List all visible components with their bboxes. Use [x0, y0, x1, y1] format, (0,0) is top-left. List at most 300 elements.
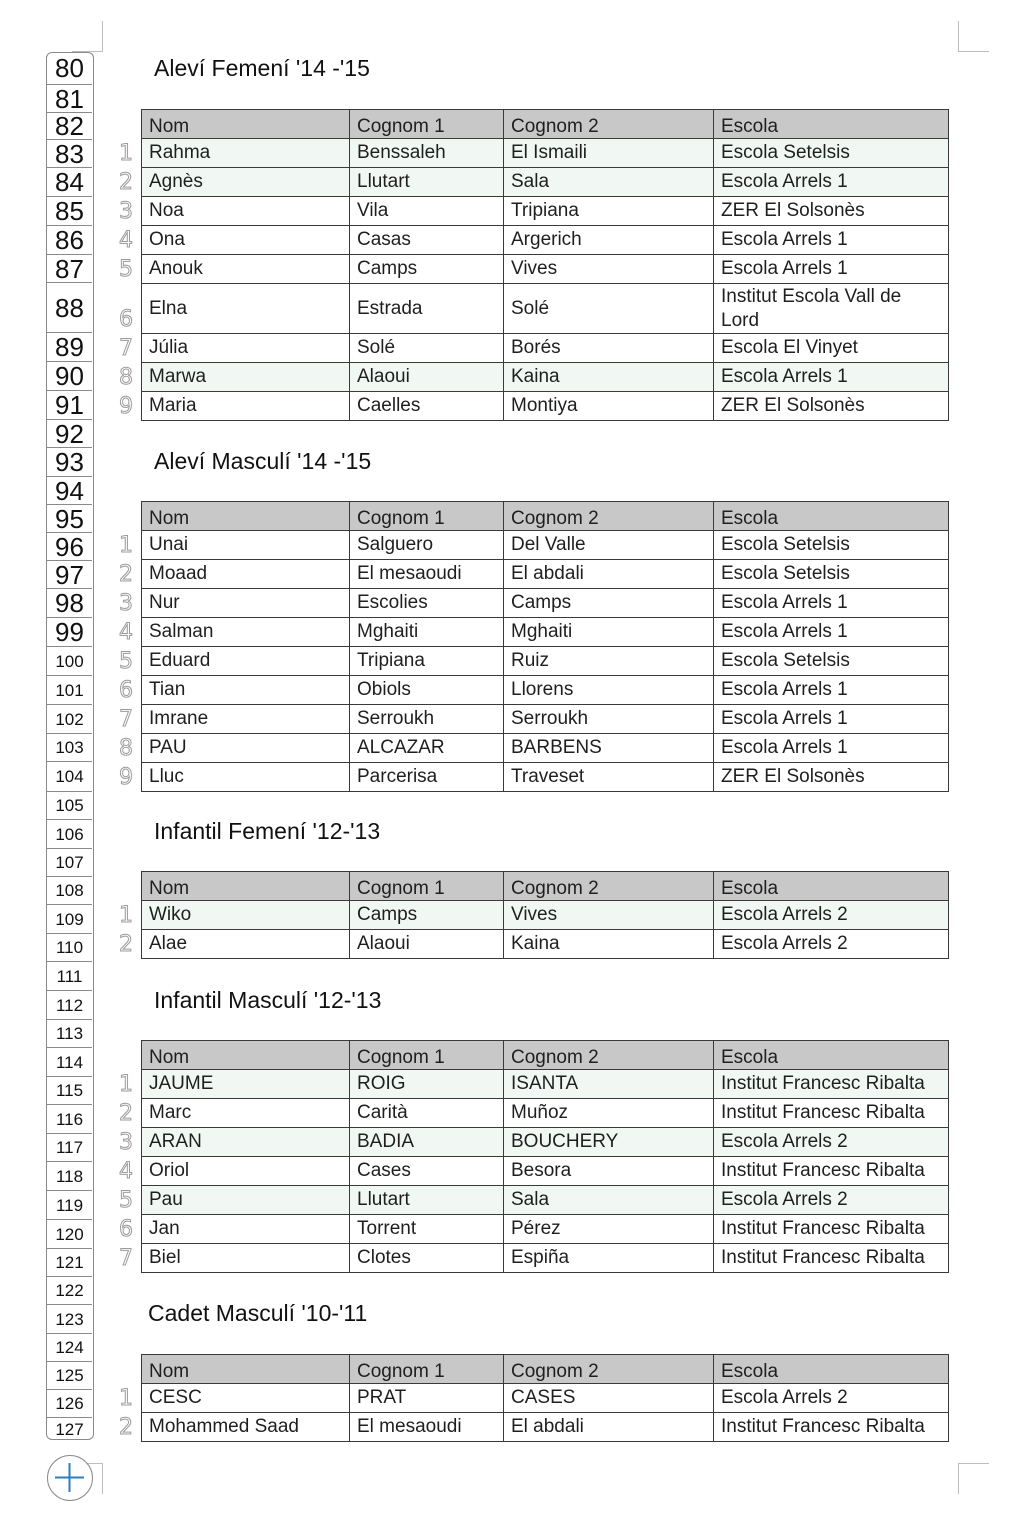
line-number	[47, 390, 92, 419]
table-row[interactable]	[142, 1186, 949, 1215]
table-cell[interactable]: Kaina	[504, 363, 714, 392]
column-header: Nom	[142, 872, 350, 901]
line-number	[47, 733, 92, 761]
line-number-text: 127	[55, 1420, 84, 1439]
line-number	[47, 254, 92, 282]
table-cell[interactable]: Escolies	[350, 589, 504, 618]
table-cell[interactable]: Carità	[350, 1099, 504, 1128]
line-number	[47, 1190, 92, 1219]
line-number-text: 97	[55, 560, 84, 590]
table-cell[interactable]: ISANTA	[504, 1070, 714, 1099]
table-cell[interactable]: Llutart	[350, 1186, 504, 1215]
table-cell[interactable]: Biel	[142, 1244, 350, 1273]
table-cell[interactable]: El Ismaili	[504, 139, 714, 168]
roster-table	[141, 501, 949, 792]
line-number-text: 122	[55, 1281, 84, 1300]
table-row[interactable]	[142, 734, 949, 763]
table-cell[interactable]: ROIG	[350, 1070, 504, 1099]
line-number	[47, 84, 92, 112]
table-cell[interactable]: Vila	[350, 197, 504, 226]
table-cell[interactable]: Pérez	[504, 1215, 714, 1244]
table-cell[interactable]: ALCAZAR	[350, 734, 504, 763]
table-cell[interactable]: ZER El Solsonès	[714, 392, 949, 421]
column-header: Escola	[714, 110, 949, 139]
section-title: Infantil Masculí '12-'13	[154, 987, 382, 1013]
line-number-text: 116	[55, 1110, 84, 1129]
row-ordinal: 8	[119, 365, 133, 390]
column-header: Cognom 1	[350, 1041, 504, 1070]
table-cell[interactable]: Casas	[350, 226, 504, 255]
column-header: Nom	[142, 1355, 350, 1384]
line-number	[47, 504, 92, 532]
table-row[interactable]	[142, 1099, 949, 1128]
table-row[interactable]	[142, 531, 949, 560]
table-cell[interactable]: Escola Arrels 1	[714, 226, 949, 255]
line-number	[47, 1219, 92, 1248]
table-cell[interactable]: Escola Arrels 2	[714, 930, 949, 959]
table-header-row	[142, 502, 949, 531]
table-row[interactable]	[142, 930, 949, 959]
table-row[interactable]	[142, 1244, 949, 1273]
table-cell[interactable]: ZER El Solsonès	[714, 197, 949, 226]
row-ordinal: 2	[119, 932, 133, 957]
table-row[interactable]	[142, 1157, 949, 1186]
line-number	[47, 933, 92, 961]
column-header: Cognom 2	[504, 110, 714, 139]
line-number-text: 113	[55, 1024, 84, 1043]
line-number-text: 98	[55, 588, 84, 618]
table-row[interactable]	[142, 589, 949, 618]
row-ordinal: 4	[119, 228, 133, 253]
table-cell[interactable]: Kaina	[504, 930, 714, 959]
table-cell[interactable]: BADIA	[350, 1128, 504, 1157]
row-ordinal: 2	[119, 1101, 133, 1126]
table-cell[interactable]: Escola Setelsis	[714, 560, 949, 589]
table-cell[interactable]: Institut Francesc Ribalta	[714, 1244, 949, 1273]
line-number-text: 95	[55, 504, 84, 534]
table-cell[interactable]: Júlia	[142, 334, 350, 363]
table-cell[interactable]: JAUME	[142, 1070, 350, 1099]
table-cell[interactable]: Agnès	[142, 168, 350, 197]
line-number-text: 93	[55, 447, 84, 477]
line-number-text: 106	[55, 825, 84, 844]
column-header: Escola	[714, 872, 949, 901]
line-number-text: 102	[55, 710, 84, 729]
line-number-text: 94	[55, 476, 84, 506]
line-number	[47, 1361, 92, 1389]
table-cell[interactable]: Nur	[142, 589, 350, 618]
table-cell[interactable]: Ruiz	[504, 647, 714, 676]
table-cell[interactable]: Jan	[142, 1215, 350, 1244]
table-cell[interactable]: ARAN	[142, 1128, 350, 1157]
table-cell[interactable]: Muñoz	[504, 1099, 714, 1128]
line-number	[47, 1417, 92, 1441]
row-ordinal: 6	[119, 678, 133, 703]
table-row[interactable]	[142, 334, 949, 363]
section-title: Infantil Femení '12-'13	[154, 818, 381, 844]
table-cell[interactable]: Escola Arrels 2	[714, 1384, 949, 1413]
line-number-text: 91	[55, 390, 84, 420]
table-cell[interactable]: Escola Arrels 1	[714, 618, 949, 647]
table-cell[interactable]: Clotes	[350, 1244, 504, 1273]
table-cell[interactable]: Tripiana	[350, 647, 504, 676]
row-ordinal: 2	[119, 1415, 133, 1440]
row-ordinal: 9	[119, 765, 133, 790]
table-cell[interactable]: Unai	[142, 531, 350, 560]
line-number	[47, 1161, 92, 1190]
table-cell[interactable]: Institut Francesc Ribalta	[714, 1070, 949, 1099]
table-cell[interactable]: CESC	[142, 1384, 350, 1413]
table-cell[interactable]: Lluc	[142, 763, 350, 792]
line-number-text: 126	[55, 1394, 84, 1413]
table-row[interactable]	[142, 676, 949, 705]
table-cell[interactable]: Camps	[504, 589, 714, 618]
line-number	[47, 1104, 92, 1133]
table-row[interactable]	[142, 647, 949, 676]
table-row[interactable]	[142, 284, 949, 334]
table-cell[interactable]: Cases	[350, 1157, 504, 1186]
row-ordinal: 5	[119, 257, 133, 282]
table-cell[interactable]: PRAT	[350, 1384, 504, 1413]
table-cell[interactable]: Camps	[350, 255, 504, 284]
line-number-text: 103	[55, 738, 84, 757]
table-cell[interactable]: Salman	[142, 618, 350, 647]
table-cell[interactable]: Escola Arrels 1	[714, 168, 949, 197]
table-cell[interactable]: Argerich	[504, 226, 714, 255]
line-number	[47, 1133, 92, 1161]
table-cell[interactable]: Tripiana	[504, 197, 714, 226]
table-row[interactable]	[142, 139, 949, 168]
table-cell[interactable]: Besora	[504, 1157, 714, 1186]
row-ordinal: 7	[119, 707, 133, 732]
line-number-text: 114	[55, 1053, 84, 1072]
row-ordinal: 7	[119, 1246, 133, 1271]
table-cell[interactable]: Borés	[504, 334, 714, 363]
line-number	[47, 282, 92, 332]
roster-table	[141, 871, 949, 959]
table-cell[interactable]: Institut Francesc Ribalta	[714, 1157, 949, 1186]
table-cell[interactable]: Llorens	[504, 676, 714, 705]
line-number-text: 81	[55, 84, 84, 114]
table-cell[interactable]: Ona	[142, 226, 350, 255]
line-number	[47, 225, 92, 254]
line-number-text: 118	[55, 1167, 84, 1186]
row-ordinal: 7	[119, 336, 133, 361]
table-cell[interactable]: Escola Arrels 2	[714, 901, 949, 930]
line-number-text: 117	[55, 1138, 84, 1157]
column-header: Nom	[142, 1041, 350, 1070]
table-cell[interactable]: Maria	[142, 392, 350, 421]
table-cell[interactable]: Escola Arrels 1	[714, 363, 949, 392]
column-header: Nom	[142, 110, 350, 139]
table-header-row	[142, 1041, 949, 1070]
line-number-text: 80	[55, 53, 84, 83]
table-cell[interactable]: Elna	[142, 284, 350, 334]
table-row[interactable]	[142, 392, 949, 421]
row-ordinal: 3	[119, 1130, 133, 1155]
line-number	[47, 1389, 92, 1417]
column-header: Cognom 1	[350, 1355, 504, 1384]
line-number-text: 96	[55, 532, 84, 562]
line-number	[47, 1304, 92, 1333]
table-cell[interactable]: Mghaiti	[350, 618, 504, 647]
row-ordinal: 8	[119, 736, 133, 761]
row-ordinal: 5	[119, 1188, 133, 1213]
line-number-text: 105	[55, 796, 84, 815]
section-title: Aleví Masculí '14 -'15	[154, 448, 372, 474]
line-number	[47, 791, 92, 819]
table-cell[interactable]: CASES	[504, 1384, 714, 1413]
column-header: Cognom 1	[350, 872, 504, 901]
line-number	[47, 904, 92, 933]
table-cell[interactable]: Vives	[504, 901, 714, 930]
table-cell[interactable]: Anouk	[142, 255, 350, 284]
roster-table	[141, 1354, 949, 1442]
table-row[interactable]	[142, 1413, 949, 1442]
table-row[interactable]	[142, 363, 949, 392]
table-cell[interactable]: El mesaoudi	[350, 1413, 504, 1442]
row-ordinal: 6	[119, 307, 133, 332]
table-cell[interactable]: Pau	[142, 1186, 350, 1215]
table-cell[interactable]: PAU	[142, 734, 350, 763]
line-number	[47, 476, 92, 504]
row-ordinal: 1	[119, 1072, 133, 1097]
line-number-gutter	[46, 52, 94, 1440]
table-cell[interactable]: Mohammed Saad	[142, 1413, 350, 1442]
table-cell[interactable]: Obiols	[350, 676, 504, 705]
table-header-row	[142, 1355, 949, 1384]
row-ordinal: 6	[119, 1217, 133, 1242]
table-cell[interactable]: Torrent	[350, 1215, 504, 1244]
line-number	[47, 560, 92, 588]
table-cell[interactable]: Escola Arrels 1	[714, 589, 949, 618]
line-number-text: 125	[55, 1366, 84, 1385]
line-number	[47, 361, 92, 390]
table-cell[interactable]: Institut Francesc Ribalta	[714, 1413, 949, 1442]
column-header: Escola	[714, 1041, 949, 1070]
line-number-text: 124	[55, 1338, 84, 1357]
table-cell[interactable]: Alaoui	[350, 930, 504, 959]
table-cell[interactable]: Noa	[142, 197, 350, 226]
table-row[interactable]	[142, 1384, 949, 1413]
table-cell[interactable]: Institut Escola Vall de Lord	[714, 284, 949, 334]
table-cell[interactable]: Institut Francesc Ribalta	[714, 1099, 949, 1128]
line-number-text: 112	[55, 996, 84, 1015]
table-cell[interactable]: Oriol	[142, 1157, 350, 1186]
section-title: Cadet Masculí '10-'11	[148, 1300, 368, 1326]
line-number	[47, 139, 92, 167]
table-cell[interactable]: Escola Arrels 1	[714, 676, 949, 705]
line-number	[47, 419, 92, 447]
table-cell[interactable]: Camps	[350, 901, 504, 930]
line-number-text: 99	[55, 617, 84, 647]
table-row[interactable]	[142, 618, 949, 647]
line-number	[47, 588, 92, 617]
table-row[interactable]	[142, 1215, 949, 1244]
table-cell[interactable]: Montiya	[504, 392, 714, 421]
line-number-text: 92	[55, 419, 84, 449]
line-number-text: 89	[55, 332, 84, 362]
table-cell[interactable]: Parcerisa	[350, 763, 504, 792]
table-cell[interactable]: Llutart	[350, 168, 504, 197]
roster-table	[141, 109, 949, 421]
line-number	[47, 332, 92, 361]
row-ordinal: 5	[119, 649, 133, 674]
line-number	[47, 617, 92, 646]
table-row[interactable]	[142, 197, 949, 226]
table-cell[interactable]: Escola Arrels 1	[714, 705, 949, 734]
line-number-text: 109	[55, 910, 84, 929]
table-cell[interactable]: Espiña	[504, 1244, 714, 1273]
line-number-text: 121	[55, 1253, 84, 1272]
table-cell[interactable]: Rahma	[142, 139, 350, 168]
table-row[interactable]	[142, 168, 949, 197]
line-number-text: 90	[55, 361, 84, 391]
line-number-text: 108	[55, 881, 84, 900]
column-header: Cognom 1	[350, 502, 504, 531]
table-cell[interactable]: Escola Arrels 1	[714, 255, 949, 284]
table-row[interactable]	[142, 705, 949, 734]
line-number	[47, 1076, 92, 1104]
table-cell[interactable]: Mghaiti	[504, 618, 714, 647]
table-cell[interactable]: BOUCHERY	[504, 1128, 714, 1157]
table-cell[interactable]: Serroukh	[350, 705, 504, 734]
table-cell[interactable]: Marc	[142, 1099, 350, 1128]
table-cell[interactable]: Institut Francesc Ribalta	[714, 1215, 949, 1244]
line-number-text: 87	[55, 254, 84, 284]
section-title: Aleví Femení '14 -'15	[154, 55, 370, 81]
table-cell[interactable]: Alae	[142, 930, 350, 959]
table-cell[interactable]: BARBENS	[504, 734, 714, 763]
table-cell[interactable]: Del Valle	[504, 531, 714, 560]
table-cell[interactable]: Salguero	[350, 531, 504, 560]
table-row[interactable]	[142, 560, 949, 589]
table-cell[interactable]: Escola Setelsis	[714, 139, 949, 168]
line-number	[47, 990, 92, 1019]
line-number-text: 82	[55, 111, 84, 141]
line-number	[47, 876, 92, 904]
row-ordinal: 3	[119, 591, 133, 616]
table-cell[interactable]: El mesaoudi	[350, 560, 504, 589]
add-button[interactable]	[47, 1455, 93, 1501]
table-cell[interactable]: Escola Setelsis	[714, 647, 949, 676]
line-number	[47, 1333, 92, 1361]
table-cell[interactable]: Vives	[504, 255, 714, 284]
line-number-text: 101	[55, 681, 84, 700]
line-number-text: 86	[55, 225, 84, 255]
table-cell[interactable]: El abdali	[504, 560, 714, 589]
row-ordinal: 9	[119, 394, 133, 419]
line-number-text: 123	[55, 1310, 84, 1329]
line-number	[47, 848, 92, 876]
line-number	[47, 532, 92, 560]
table-header-row	[142, 110, 949, 139]
row-ordinal: 1	[119, 533, 133, 558]
line-number-text: 115	[55, 1081, 84, 1100]
table-row[interactable]	[142, 1128, 949, 1157]
line-number	[47, 196, 92, 225]
table-cell[interactable]: Serroukh	[504, 705, 714, 734]
column-header: Escola	[714, 502, 949, 531]
line-number-text: 120	[55, 1225, 84, 1244]
line-number-text: 107	[55, 853, 84, 872]
line-number-text: 100	[55, 652, 84, 671]
table-cell[interactable]: Moaad	[142, 560, 350, 589]
column-header: Cognom 2	[504, 1355, 714, 1384]
line-number	[47, 112, 92, 139]
table-row[interactable]	[142, 901, 949, 930]
page-corner-mark	[958, 21, 989, 52]
line-number	[47, 1047, 92, 1076]
table-cell[interactable]: Solé	[504, 284, 714, 334]
table-row[interactable]	[142, 1070, 949, 1099]
page-corner-mark	[72, 21, 103, 52]
table-cell[interactable]: Escola Arrels 2	[714, 1186, 949, 1215]
line-number	[47, 646, 92, 675]
table-cell[interactable]: Marwa	[142, 363, 350, 392]
table-cell[interactable]: El abdali	[504, 1413, 714, 1442]
table-cell[interactable]: Escola Setelsis	[714, 531, 949, 560]
row-ordinal: 1	[119, 1386, 133, 1411]
line-number	[47, 961, 92, 990]
plus-icon	[48, 1456, 91, 1499]
row-ordinal: 4	[119, 620, 133, 645]
line-number	[47, 1019, 92, 1047]
line-number	[47, 53, 92, 84]
table-cell[interactable]: Alaoui	[350, 363, 504, 392]
table-row[interactable]	[142, 226, 949, 255]
line-number	[47, 447, 92, 476]
roster-table	[141, 1040, 949, 1273]
column-header: Cognom 1	[350, 110, 504, 139]
line-number-text: 83	[55, 139, 84, 169]
column-header: Escola	[714, 1355, 949, 1384]
row-ordinal: 2	[119, 170, 133, 195]
line-number-text: 88	[55, 293, 84, 323]
line-number	[47, 819, 92, 848]
table-cell[interactable]: Eduard	[142, 647, 350, 676]
table-cell[interactable]: Escola El Vinyet	[714, 334, 949, 363]
table-cell[interactable]: ZER El Solsonès	[714, 763, 949, 792]
table-cell[interactable]: Benssaleh	[350, 139, 504, 168]
line-number-text: 119	[55, 1196, 84, 1215]
column-header: Nom	[142, 502, 350, 531]
table-row[interactable]	[142, 763, 949, 792]
row-ordinal: 3	[119, 199, 133, 224]
table-cell[interactable]: Sala	[504, 168, 714, 197]
line-number-text: 84	[55, 167, 84, 197]
column-header: Cognom 2	[504, 1041, 714, 1070]
line-number	[47, 1276, 92, 1304]
table-cell[interactable]: Wiko	[142, 901, 350, 930]
line-number-text: 85	[55, 196, 84, 226]
table-cell[interactable]: Solé	[350, 334, 504, 363]
table-cell[interactable]: Imrane	[142, 705, 350, 734]
line-number	[47, 761, 92, 791]
line-number	[47, 167, 92, 196]
table-cell[interactable]: Escola Arrels 1	[714, 734, 949, 763]
line-number-text: 111	[56, 967, 83, 986]
table-cell[interactable]: Tian	[142, 676, 350, 705]
column-header: Cognom 2	[504, 502, 714, 531]
table-cell[interactable]: Estrada	[350, 284, 504, 334]
table-cell[interactable]: Traveset	[504, 763, 714, 792]
table-cell[interactable]: Caelles	[350, 392, 504, 421]
table-cell[interactable]: Sala	[504, 1186, 714, 1215]
table-row[interactable]	[142, 255, 949, 284]
table-cell[interactable]: Escola Arrels 2	[714, 1128, 949, 1157]
line-number-text: 104	[55, 767, 84, 786]
